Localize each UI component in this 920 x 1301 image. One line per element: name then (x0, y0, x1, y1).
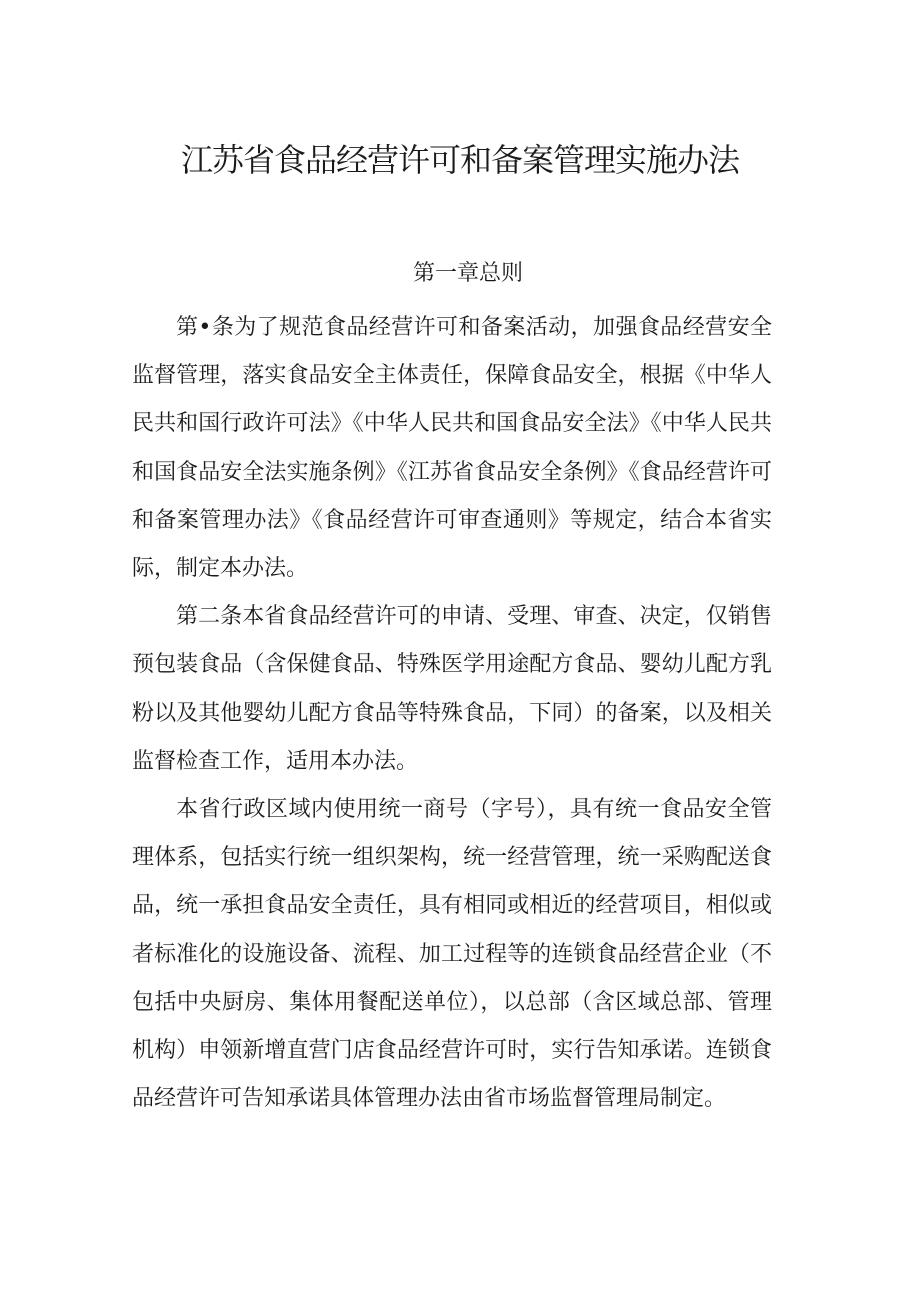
document-body (132, 304, 772, 1123)
article-1-paragraph: 第•条为了规范食品经营许可和备案活动，加强食品经营安全监督管理，落实食品安全主体责任，保障食品安全，根据《中华人民共和国行政许可法》《中华人民共和国食品安全法》《中华人民共和国食品安全法实施条例》《江苏省食品安全条例》《食品经营许可和备案管理办法》《食品经营许可审查通则》等规定，结合本省实际，制定本办法。 (132, 315, 772, 582)
document-title: 江苏省食品经营许可和备案管理实施办法 (180, 141, 739, 179)
article-2-paragraph: 第二条本省食品经营许可的申请、受理、审查、决定，仅销售预包装食品（含保健食品、特殊医学用途配方食品、婴幼儿配方乳粉以及其他婴幼儿配方食品等特殊食品，下同）的备案，以及相关监督检查工作，适用本办法。 (132, 604, 772, 774)
article-2-sub-paragraph: 本省行政区域内使用统一商号（字号），具有统一食品安全管理体系，包括实行统一组织架构，统一经营管理，统一采购配送食品，统一承担食品安全责任，具有相同或相近的经营项目，相似或者标准化的设施设备、流程、加工过程等的连锁食品经营企业（不包括中央厨房、集体用餐配送单位），以总部（含区域总部、管理机构）申领新增直营门店食品经营许可时，实行告知承诺。连锁食品经营许可告知承诺具体管理办法由省市场监督管理局制定。 (132, 797, 772, 1112)
chapter-heading: 第一章总则 (412, 261, 523, 286)
